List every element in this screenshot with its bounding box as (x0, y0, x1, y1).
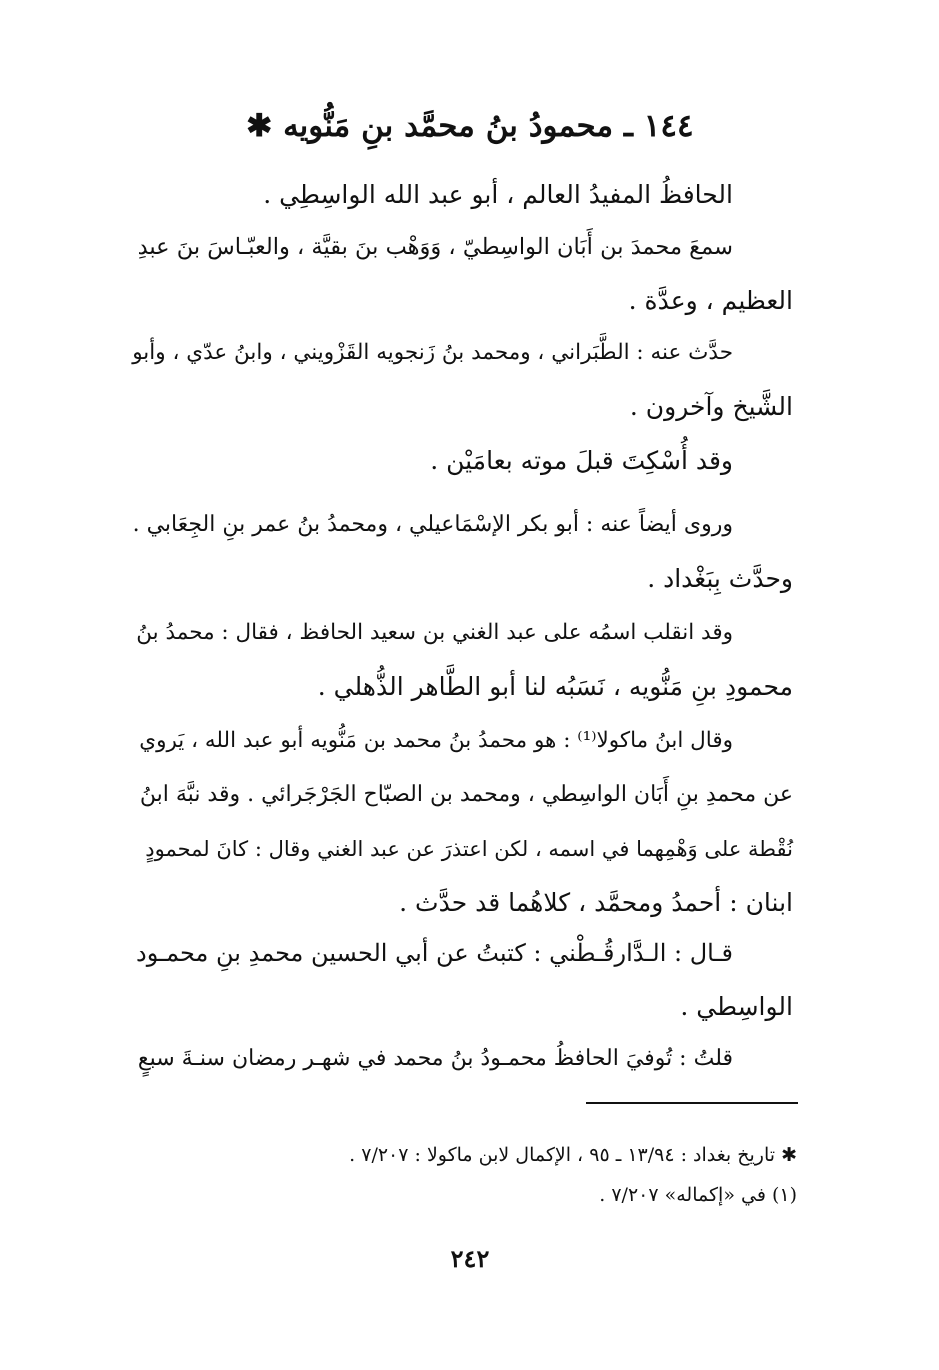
text-line: وقد انقلب اسمُه على عبد الغني بن سعيد الحافظ ، فقال : محمدُ بنُ (136, 620, 733, 645)
text-line: وروى أيضاً عنه : أبو بكر الإسْمَاعيلي ، ومحمدُ بنُ عمر بنِ الجِعَابي . (132, 512, 733, 537)
paragraph-4 (131, 434, 793, 488)
footnote-1: (١) في «إكماله» ٧/٢٠٧ . (599, 1184, 797, 1206)
text-line: حدَّث عنه : الطَّبَراني ، ومحمد بنُ زَنجويه القَزْويني ، وابنُ عدّي ، وأبو (132, 340, 733, 365)
text-line: سمعَ محمدَ بن أَبَان الواسِطيّ ، وَوَهْب بنَ بقيَّة ، والعبّـاسَ بنَ عبدِ (137, 234, 733, 260)
text-line: ابنان : أحمدُ ومحمَّد ، كلاهُما قد حدَّث . (399, 888, 793, 917)
page-number: ٢٤٢ (450, 1244, 490, 1273)
text-line: نُقْطة على وَهْمِهما في اسمه ، لكن اعتذرَ عن عبد الغني وقال : كانَ لمحمودٍ (145, 837, 793, 861)
text-line: قلتُ : تُوفيَ الحافظُ محمـودُ بنُ محمد في شهـر رمضان سنـةَ سبعٍ (137, 1046, 733, 1071)
text-line: عن محمدِ بنِ أَبَان الواسِطي ، ومحمد بن الصبّاح الجَرْجَرائي . وقد نبَّهَ ابنُ (139, 782, 793, 807)
paragraph-5 (131, 498, 793, 606)
paragraph-6 (131, 606, 793, 714)
paragraph-9 (131, 1032, 793, 1086)
text-line: الحافظُ المفيدُ العالم ، أبو عبد الله الواسِطِي . (263, 180, 733, 209)
paragraph-8 (131, 926, 793, 1034)
text-line: وحدَّث بِبَغْداد . (647, 564, 793, 593)
text-line: وقال ابنُ ماكولا⁽¹⁾ : هو محمدُ بنُ محمد بن مَنُّويه أبو عبد الله ، يَروي (139, 728, 733, 753)
paragraph-1 (131, 168, 793, 222)
text-line: الشَّيخ وآخرون . (629, 392, 793, 421)
text-line: العظيم ، وعدَّة . (628, 286, 793, 315)
text-line: الواسِطي . (680, 992, 793, 1021)
footnote-separator (586, 1102, 798, 1104)
text-line: محمودِ بنِ مَنُّويه ، نَسَبُه لنا أبو الطَّاهر الذُّهلي . (317, 672, 793, 701)
entry-title: ١٤٤ ـ محمودُ بنُ محمَّد بنِ مَنُّويه ✱ (246, 108, 694, 144)
footnote-source: ✱ تاريخ بغداد : ١٣/٩٤ ـ ٩٥ ، الإكمال لابن ماكولا : ٧/٢٠٧ . (349, 1144, 797, 1166)
text-line: قـال : الـدَّارقُـطْني : كتبتُ عن أبي الحسين محمدِ بنِ محمـود (136, 939, 733, 967)
paragraph-2 (131, 220, 793, 328)
paragraph-7 (131, 714, 793, 930)
text-line: وقد أُسْكِتَ قبلَ موته بعامَيْن . (430, 446, 733, 475)
paragraph-3 (131, 326, 793, 434)
